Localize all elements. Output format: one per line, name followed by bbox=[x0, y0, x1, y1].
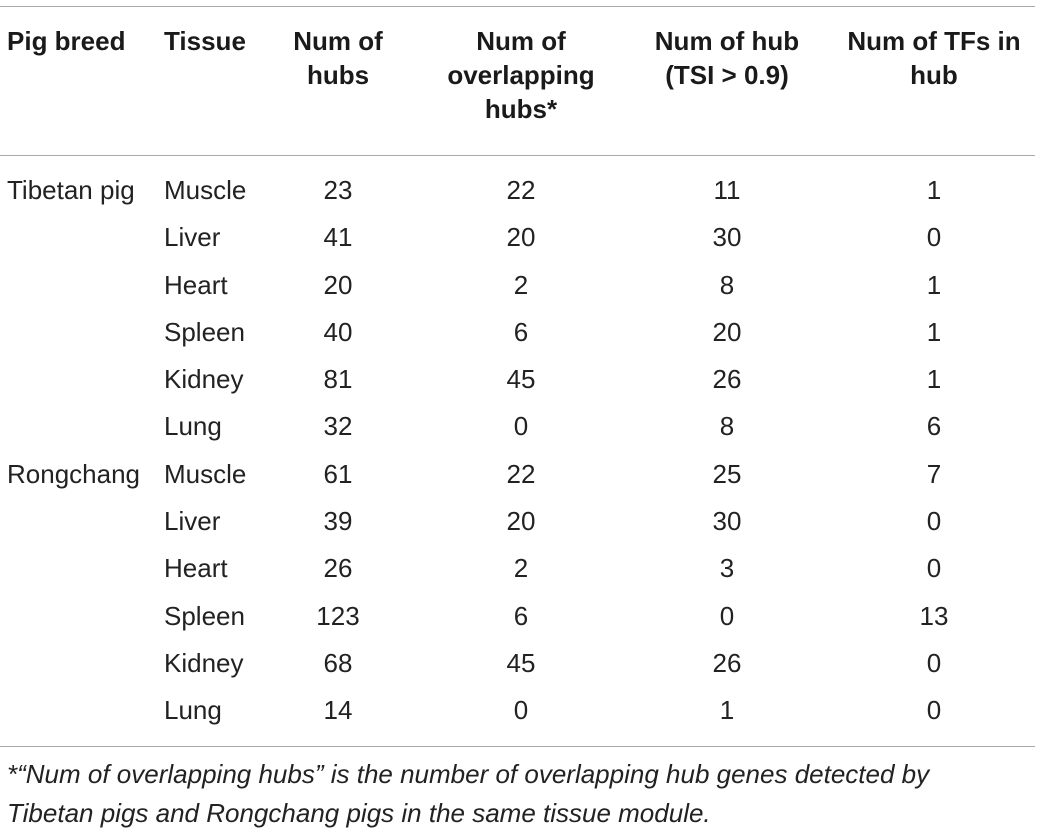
cell-overlapping: 6 bbox=[513, 316, 529, 347]
footnote-line: *“Num of overlapping hubs” is the number of overlapping hub genes detected by bbox=[7, 759, 930, 789]
table-row bbox=[0, 687, 1041, 734]
cell-overlapping: 0 bbox=[513, 695, 529, 726]
cell-tissue: Lung bbox=[164, 695, 222, 726]
table-row bbox=[0, 403, 1041, 450]
cell-tissue: Heart bbox=[164, 553, 228, 584]
cell-overlapping: 0 bbox=[513, 411, 529, 442]
cell-tfs: 0 bbox=[926, 695, 942, 726]
header-num-of-overlapping-hubs: Num of overlapping hubs* bbox=[447, 26, 595, 124]
cell-tfs: 0 bbox=[926, 553, 942, 584]
cell-tfs: 1 bbox=[926, 175, 942, 205]
header-num-of-hub-tsi: Num of hub (TSI > 0.9) bbox=[654, 26, 800, 90]
header-tissue: Tissue bbox=[164, 26, 246, 56]
cell-tfs: 1 bbox=[926, 269, 942, 300]
cell-overlapping: 45 bbox=[506, 364, 536, 395]
cell-tissue: Kidney bbox=[164, 647, 244, 678]
table-body bbox=[0, 167, 1041, 735]
table-row bbox=[0, 262, 1041, 309]
footnote-line: Tibetan pigs and Rongchang pigs in the same tissue module. bbox=[7, 798, 711, 828]
cell-overlapping: 45 bbox=[506, 647, 536, 678]
cell-breed: Tibetan pig bbox=[7, 175, 135, 205]
cell-hubs: 68 bbox=[323, 647, 353, 678]
cell-tfs: 0 bbox=[926, 647, 942, 678]
cell-tsi: 8 bbox=[719, 269, 735, 300]
cell-tsi: 25 bbox=[712, 458, 742, 489]
table-top-rule bbox=[0, 6, 1035, 7]
table-row bbox=[0, 451, 1041, 498]
cell-tfs: 0 bbox=[926, 222, 942, 253]
cell-hubs: 39 bbox=[323, 506, 353, 537]
cell-tsi: 3 bbox=[719, 553, 735, 584]
cell-hubs: 40 bbox=[323, 316, 353, 347]
cell-tsi: 8 bbox=[719, 411, 735, 442]
table-row bbox=[0, 356, 1041, 403]
cell-tfs: 13 bbox=[919, 600, 949, 631]
cell-overlapping: 20 bbox=[506, 506, 536, 537]
cell-hubs: 32 bbox=[323, 411, 353, 442]
table-row bbox=[0, 640, 1041, 687]
cell-hubs: 81 bbox=[323, 364, 353, 395]
cell-overlapping: 2 bbox=[513, 269, 529, 300]
cell-tfs: 1 bbox=[926, 364, 942, 395]
cell-tissue: Muscle bbox=[164, 458, 247, 489]
table-bottom-rule bbox=[0, 746, 1035, 747]
cell-tsi: 30 bbox=[712, 222, 742, 253]
cell-tissue: Kidney bbox=[164, 364, 244, 395]
cell-overlapping: 22 bbox=[506, 175, 536, 205]
cell-tissue: Spleen bbox=[164, 316, 245, 347]
cell-tissue: Spleen bbox=[164, 600, 245, 631]
cell-hubs: 26 bbox=[323, 553, 353, 584]
cell-tsi: 26 bbox=[712, 364, 742, 395]
cell-tissue: Heart bbox=[164, 269, 228, 300]
cell-tissue: Liver bbox=[164, 506, 221, 537]
cell-hubs: 41 bbox=[323, 222, 353, 253]
table-row bbox=[0, 545, 1041, 592]
cell-tsi: 30 bbox=[712, 506, 742, 537]
cell-tissue: Muscle bbox=[164, 175, 247, 205]
cell-tsi: 20 bbox=[712, 316, 742, 347]
cell-tissue: Lung bbox=[164, 411, 222, 442]
cell-breed: Rongchang bbox=[7, 458, 140, 489]
cell-tissue: Liver bbox=[164, 222, 221, 253]
cell-tfs: 6 bbox=[926, 411, 942, 442]
cell-tfs: 7 bbox=[926, 458, 942, 489]
cell-hubs: 23 bbox=[323, 175, 353, 205]
cell-overlapping: 20 bbox=[506, 222, 536, 253]
cell-tsi: 0 bbox=[719, 600, 735, 631]
cell-hubs: 14 bbox=[323, 695, 353, 726]
header-num-of-tfs-in-hub: Num of TFs in hub bbox=[847, 26, 1021, 90]
table-row bbox=[0, 593, 1041, 640]
cell-tsi: 26 bbox=[712, 647, 742, 678]
table-footnote bbox=[7, 755, 1035, 833]
cell-overlapping: 2 bbox=[513, 553, 529, 584]
header-pig-breed: Pig breed bbox=[7, 26, 126, 56]
table-row bbox=[0, 309, 1041, 356]
cell-overlapping: 22 bbox=[506, 458, 536, 489]
cell-tfs: 0 bbox=[926, 506, 942, 537]
cell-overlapping: 6 bbox=[513, 600, 529, 631]
table-row bbox=[0, 214, 1041, 261]
cell-hubs: 20 bbox=[323, 269, 353, 300]
cell-tsi: 11 bbox=[713, 175, 741, 205]
cell-hubs: 123 bbox=[316, 600, 360, 631]
cell-tsi: 1 bbox=[719, 695, 735, 726]
cell-hubs: 61 bbox=[323, 458, 353, 489]
table-header-rule bbox=[0, 155, 1035, 156]
cell-tfs: 1 bbox=[926, 316, 942, 347]
header-num-of-hubs: Num of hubs bbox=[293, 26, 383, 90]
table-row bbox=[0, 498, 1041, 545]
table-row bbox=[0, 167, 1041, 214]
